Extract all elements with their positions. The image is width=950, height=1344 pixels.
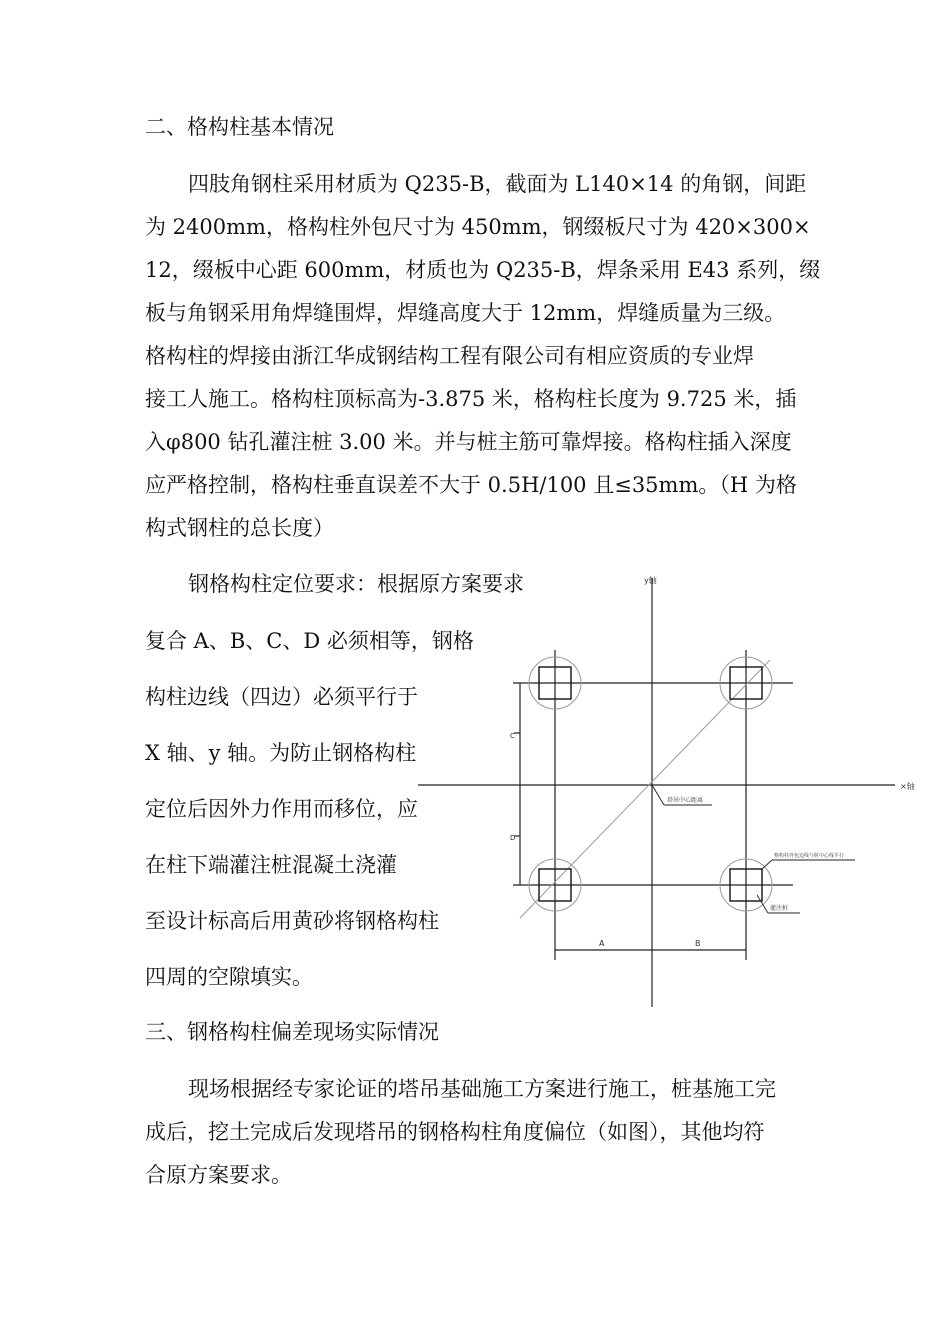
center-distance-label: 塔吊中心距离 — [667, 797, 704, 804]
paragraph-line: 定位后因外力作用而移位，应 — [145, 797, 418, 821]
pile-label: 灌注桩 — [770, 905, 789, 912]
dimension-label-b: B — [695, 939, 701, 948]
paragraph-line: 钢格构柱定位要求：根据原方案要求 — [188, 572, 524, 596]
paragraph-line: 接工人施工。格构柱顶标高为-3.875 米，格构柱长度为 9.725 米，插 — [145, 387, 797, 411]
dimension-label-d: D — [510, 834, 516, 842]
paragraph-line: 应严格控制，格构柱垂直误差不大于 0.5H/100 且≤35mm。（H 为格 — [145, 473, 797, 497]
dimension-label-a: A — [599, 939, 605, 948]
y-axis-label: y轴 — [644, 576, 657, 585]
paragraph-line: 复合 A、B、C、D 必须相等，钢格 — [145, 629, 474, 653]
paragraph-line: 成后，挖土完成后发现塔吊的钢格构柱角度偏位（如图），其他均符 — [145, 1120, 765, 1144]
section-heading-deviation: 三、钢格构柱偏差现场实际情况 — [145, 1020, 439, 1044]
paragraph-line: 在柱下端灌注桩混凝土浇灌 — [145, 853, 397, 877]
paragraph-line: 合原方案要求。 — [145, 1163, 292, 1187]
paragraph-line: 至设计标高后用黄砂将钢格构柱 — [145, 909, 439, 933]
paragraph-line: 格构柱的焊接由浙江华成钢结构工程有限公司有相应资质的专业焊 — [145, 344, 754, 368]
paragraph-line: 入φ800 钻孔灌注桩 3.00 米。并与桩主筋可靠焊接。格构柱插入深度 — [145, 430, 792, 454]
section-heading-basic: 二、格构柱基本情况 — [145, 115, 334, 139]
paragraph-line: 构柱边线（四边）必须平行于 — [145, 685, 418, 709]
paragraph-line: 四周的空隙填实。 — [145, 965, 313, 989]
dimension-label-c: C — [510, 732, 515, 740]
paragraph-line: X 轴、y 轴。为防止钢格构柱 — [145, 741, 417, 765]
paragraph-line: 现场根据经专家论证的塔吊基础施工方案进行施工，桩基施工完 — [188, 1077, 776, 1101]
x-axis-label: ×轴 — [900, 782, 915, 791]
paragraph-line: 构式钢柱的总长度） — [145, 516, 334, 540]
paragraph-line: 为 2400mm，格构柱外包尺寸为 450mm，钢缀板尺寸为 420×300× — [145, 215, 811, 239]
paragraph-line: 12，缀板中心距 600mm，材质也为 Q235-B，焊条采用 E43 系列，缀 — [145, 258, 821, 282]
paragraph-line: 四肢角钢柱采用材质为 Q235-B，截面为 L140×14 的角钢，间距 — [188, 172, 807, 196]
side-parallel-label: 格构柱外包边线与桩中心线平行 — [774, 853, 845, 859]
paragraph-line: 板与角钢采用角焊缝围焊，焊缝高度大于 12mm，焊缝质量为三级。 — [145, 301, 786, 325]
